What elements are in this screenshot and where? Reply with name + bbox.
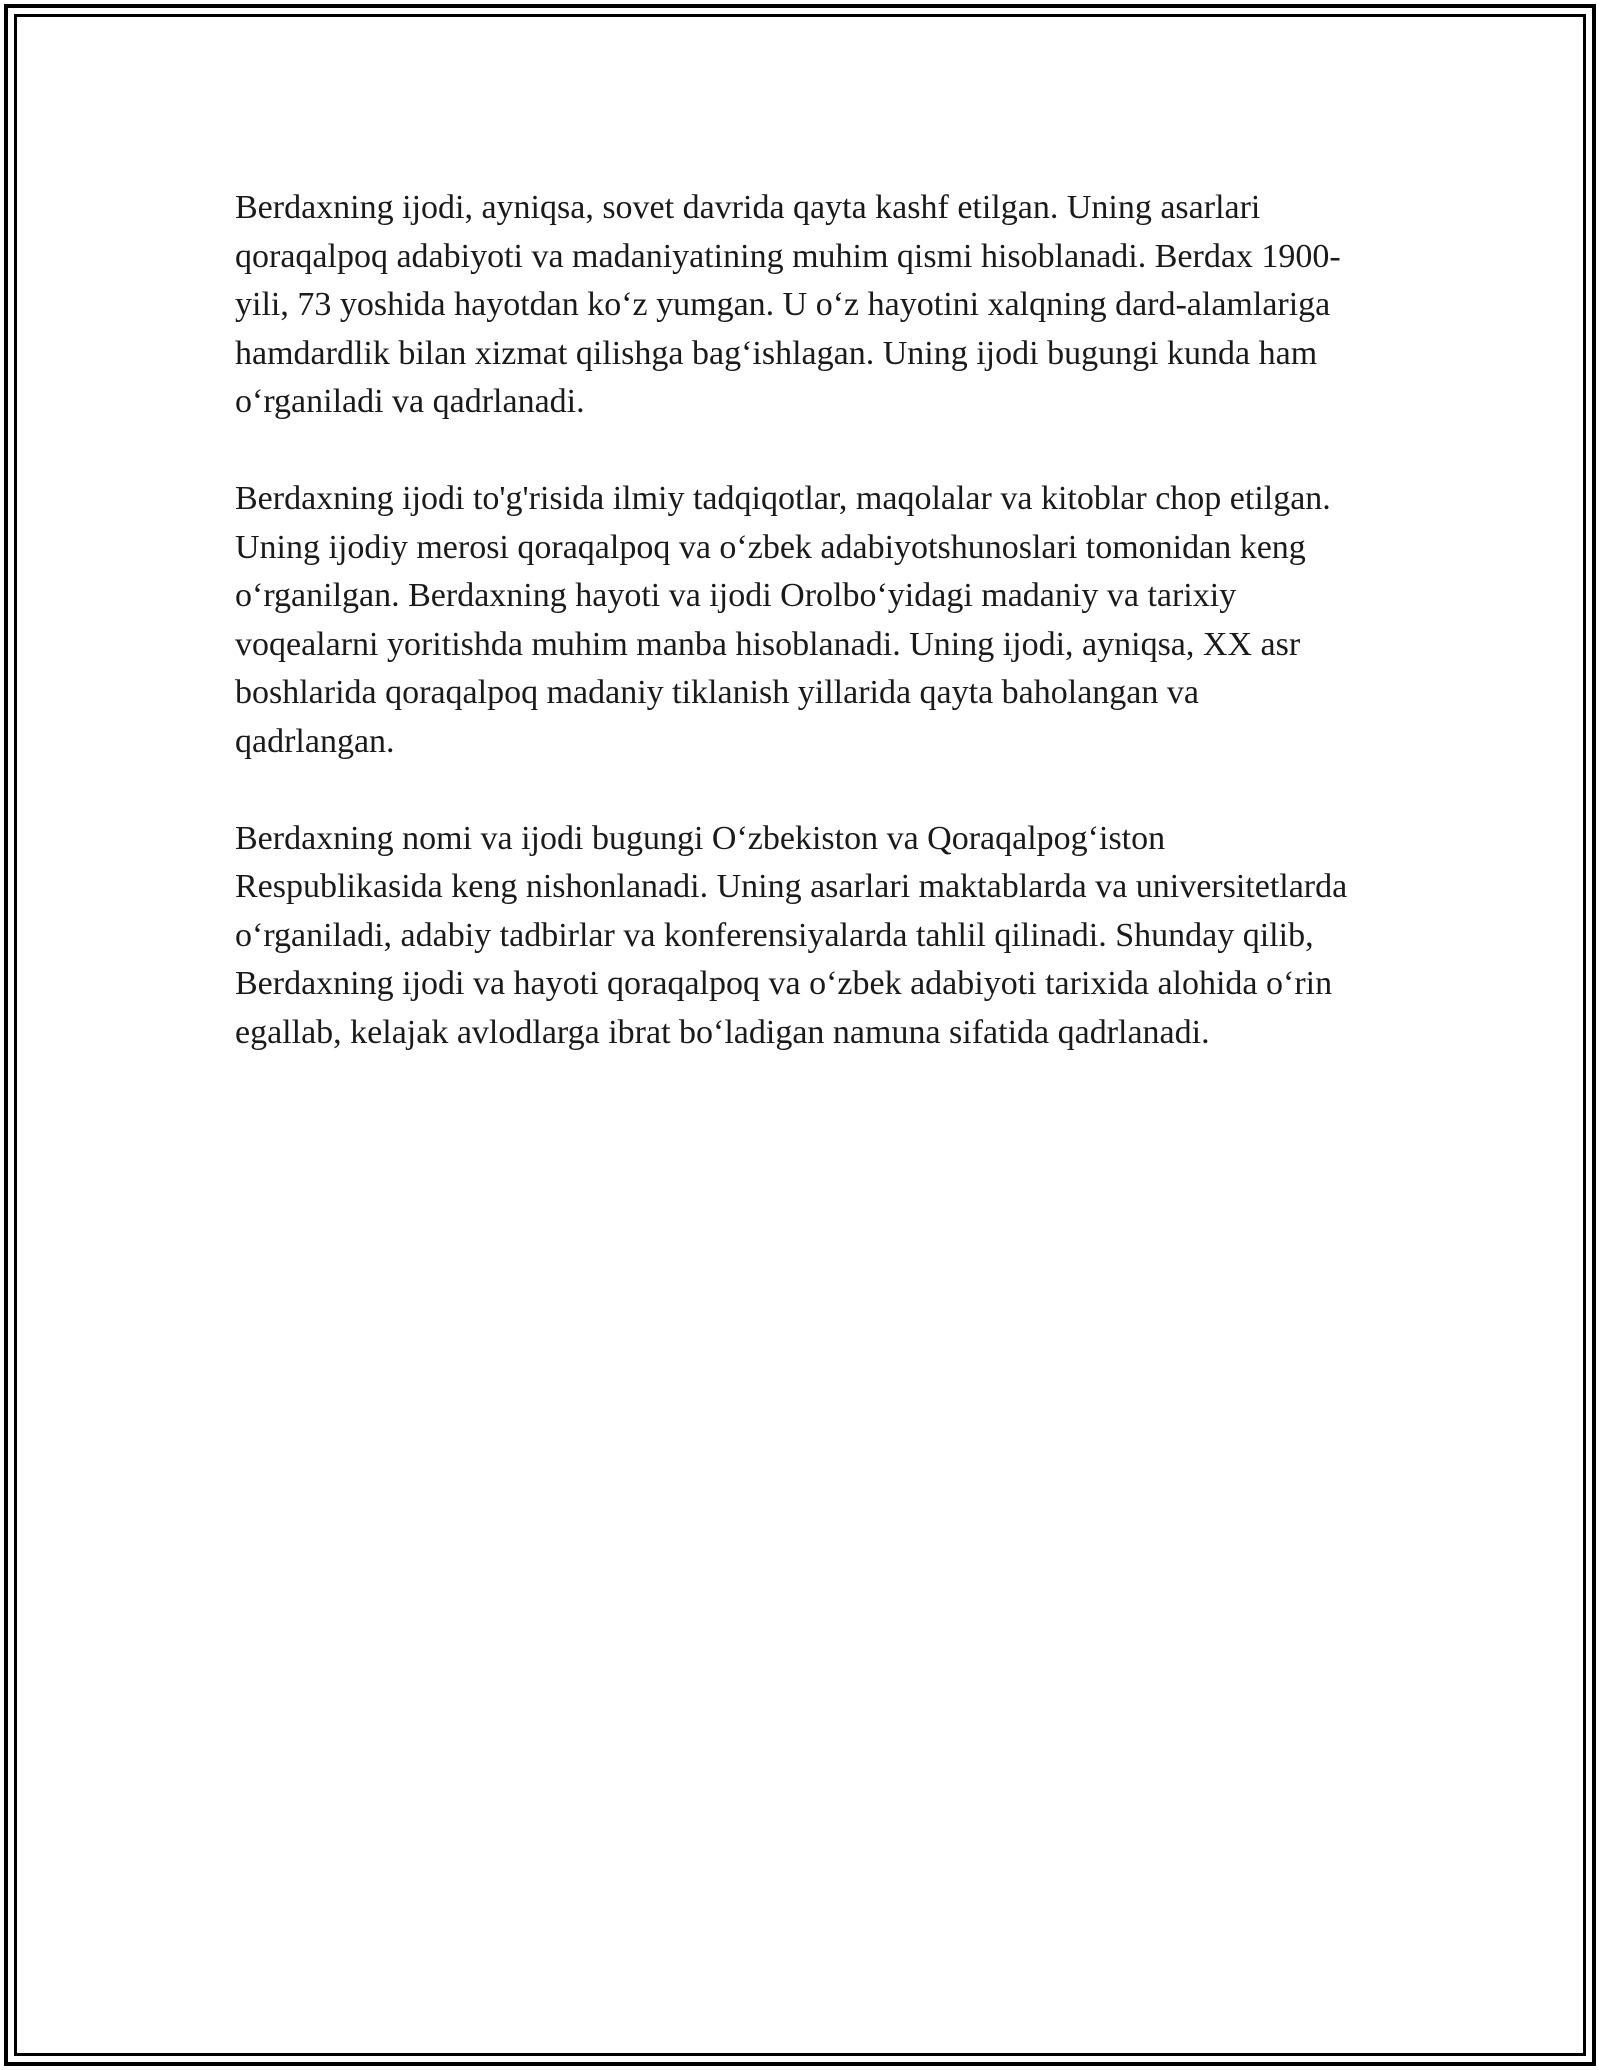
paragraph-3: Berdaxning nomi va ijodi bugungi O‘zbekiston va Qoraqalpog‘iston Respublikasida keng nishonlanadi. Uning asarlari maktablarda va universitetlarda o‘rganiladi, adabiy tadbirlar va konferensiyalarda tahlil qilinadi. Shunday qilib, Berdaxning ijodi va hayoti qoraqalpoq va o‘zbek adabiyoti tarixida alohida o‘rin egallab, kelajak avlodlarga ibrat bo‘ladigan namuna sifatida qadrlanadi. <box>235 819 1348 1051</box>
paragraph-1: Berdaxning ijodi, ayniqsa, sovet davrida qayta kashf etilgan. Uning asarlari qoraqalpoq adabiyoti va madaniyatining muhim qismi hisoblanadi. Berdax 1900-yili, 73 yoshida hayotdan ko‘z yumgan. U o‘z hayotini xalqning dard-alamlariga hamdardlik bilan xizmat qilishga bag‘ishlagan. Uning ijodi bugungi kunda ham o‘rganiladi va qadrlanadi. <box>235 189 1341 420</box>
paragraph-2: Berdaxning ijodi to'g'risida ilmiy tadqiqotlar, maqolalar va kitoblar chop etilgan. Uning ijodiy merosi qoraqalpoq va o‘zbek adabiyotshunoslari tomonidan keng o‘rganilgan. Berdaxning hayoti va ijodi Orolbo‘yidagi madaniy va tarixiy voqealarni yoritishda muhim manba hisoblanadi. Uning ijodi, ayniqsa, XX asr boshlarida qoraqalpoq madaniy tiklanish yillarida qayta baholangan va qadrlangan. <box>235 480 1331 760</box>
document-body <box>235 184 1365 1106</box>
